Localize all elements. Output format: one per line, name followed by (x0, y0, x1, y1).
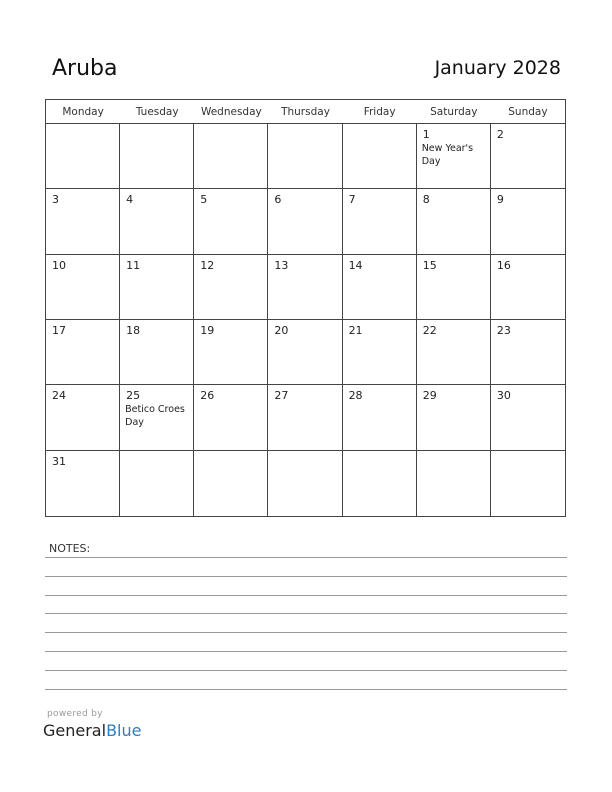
calendar-grid (45, 99, 566, 517)
day-cell (194, 255, 268, 320)
day-cell (343, 255, 417, 320)
month-year-title: January 2028 (434, 57, 561, 79)
day-cell (417, 124, 491, 189)
day-cell (120, 124, 194, 189)
weekday-header: Monday (46, 100, 120, 124)
day-number: 30 (496, 389, 511, 403)
day-cell (417, 320, 491, 385)
note-line (45, 613, 567, 614)
country-title: Aruba (52, 56, 118, 81)
day-cell (268, 255, 342, 320)
day-number: 16 (496, 258, 511, 272)
day-number: 11 (126, 258, 141, 272)
day-cell (46, 385, 120, 450)
weekday-header: Sunday (491, 100, 565, 124)
day-number: 18 (126, 324, 141, 337)
day-cell (268, 320, 342, 385)
day-cell (417, 385, 491, 450)
day-cell (491, 385, 565, 450)
note-line (45, 632, 567, 633)
day-number: 10 (52, 258, 66, 272)
day-cell (46, 255, 120, 320)
day-number: 13 (274, 258, 289, 272)
day-cell (343, 189, 417, 254)
day-number: 7 (348, 193, 356, 207)
day-cell (268, 385, 342, 450)
day-cell (491, 320, 565, 385)
note-line (45, 670, 567, 671)
day-number: 17 (52, 324, 66, 337)
day-number: 2 (496, 128, 504, 141)
weekday-header: Tuesday (120, 100, 194, 124)
day-cell (120, 255, 194, 320)
day-number: 20 (274, 324, 289, 337)
day-cell (268, 451, 342, 516)
notes-label: NOTES: (49, 542, 91, 555)
day-cell (120, 385, 194, 450)
weekday-header: Friday (343, 100, 417, 124)
day-cell (46, 320, 120, 385)
brand-logo (43, 721, 141, 740)
day-cell (194, 385, 268, 450)
day-number: 26 (200, 389, 215, 403)
day-cell (194, 189, 268, 254)
day-cell (343, 124, 417, 189)
holiday-label: Betico Croes Day (125, 404, 185, 429)
day-cell (343, 385, 417, 450)
day-cell (194, 124, 268, 189)
day-number: 9 (496, 193, 504, 207)
day-number: 21 (348, 324, 363, 337)
day-cell (491, 255, 565, 320)
day-number: 4 (126, 193, 134, 207)
day-number: 27 (274, 389, 289, 403)
day-cell (491, 451, 565, 516)
day-cell (417, 451, 491, 516)
day-cell (343, 451, 417, 516)
day-number: 31 (52, 454, 66, 468)
day-number: 29 (422, 389, 437, 403)
day-number: 6 (274, 193, 282, 207)
day-cell (46, 451, 120, 516)
day-cell (268, 124, 342, 189)
day-cell (46, 124, 120, 189)
day-number: 14 (348, 258, 363, 272)
note-line (45, 595, 567, 596)
day-cell (194, 451, 268, 516)
day-cell (417, 255, 491, 320)
day-number: 24 (52, 389, 66, 403)
day-number: 23 (496, 324, 511, 337)
day-number: 1 (422, 128, 430, 141)
note-line (45, 557, 567, 558)
day-cell (343, 320, 417, 385)
brand-blue: Blue (106, 721, 142, 740)
powered-by-text: powered by (47, 709, 103, 719)
weekday-header: Thursday (268, 100, 342, 124)
day-number: 25 (126, 389, 141, 403)
note-line (45, 689, 567, 690)
day-number: 3 (52, 193, 59, 207)
note-line (45, 576, 567, 577)
day-cell (120, 189, 194, 254)
day-cell (417, 189, 491, 254)
holiday-label: New Year's Day (421, 143, 474, 167)
day-cell (120, 451, 194, 516)
day-number: 15 (422, 258, 437, 272)
day-cell (46, 189, 120, 254)
day-number: 28 (348, 389, 363, 403)
brand-general: General (43, 721, 107, 740)
day-cell (194, 320, 268, 385)
day-number: 22 (422, 324, 437, 337)
day-cell (268, 189, 342, 254)
day-number: 5 (200, 193, 208, 207)
day-number: 8 (422, 193, 430, 207)
day-number: 19 (200, 324, 215, 337)
weekday-header: Wednesday (194, 100, 268, 124)
day-number: 12 (200, 258, 215, 272)
day-cell (120, 320, 194, 385)
note-line (45, 651, 567, 652)
day-cell (491, 189, 565, 254)
weekday-header: Saturday (417, 100, 491, 124)
day-cell (491, 124, 565, 189)
